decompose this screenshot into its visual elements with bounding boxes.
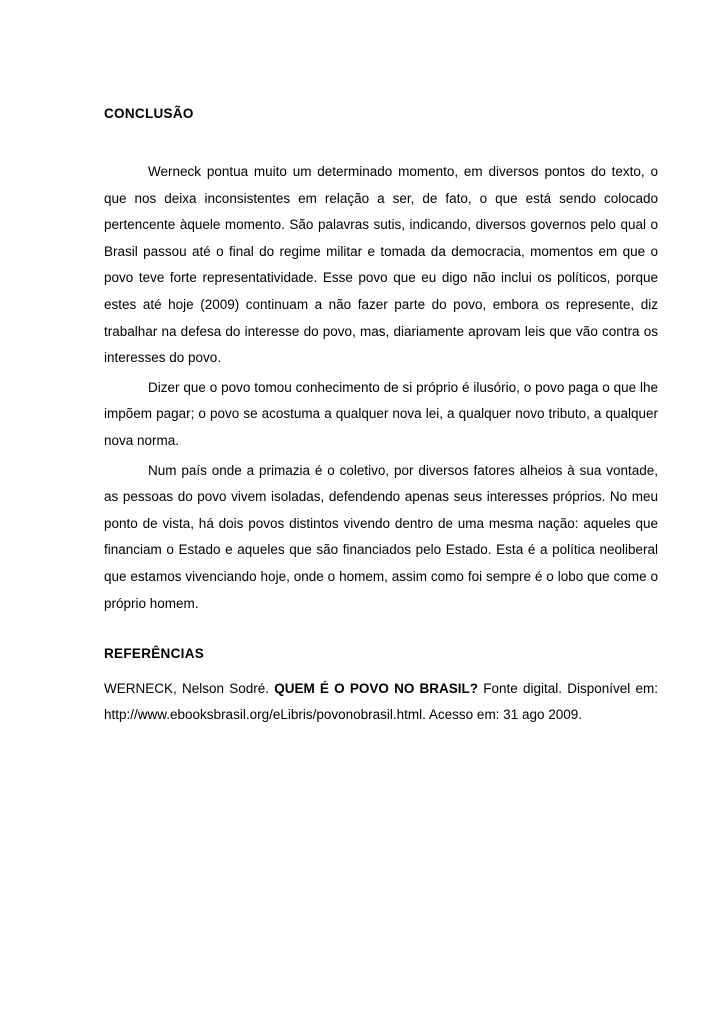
reference-entry [104,676,658,728]
referencias-heading: REFERÊNCIAS [104,646,205,661]
conclusao-paragraph-1: Werneck pontua muito um determinado momento, em diversos pontos do texto, o que nos deixa inconsistentes em relação a ser, de fato, o que está sendo colocado pertencente àquele momento. São palavras sutis, indicando, diversos governos pelo qual o Brasil passou até o final do regime militar e tomada da democracia, momentos em que o povo teve forte representatividade. Esse povo que eu digo não inclui os políticos, porque estes até hoje (2009) continuam a não fazer parte do povo, embora os represente, diz trabalhar na defesa do interesse do povo, mas, diariamente aprovam leis que vão contra os interesses do povo. [104,164,658,366]
reference-author: WERNECK, Nelson Sodré. [104,681,275,696]
conclusao-paragraph-2: Dizer que o povo tomou conhecimento de si próprio é ilusório, o povo paga o que lhe impõem pagar; o povo se acostuma a qualquer nova lei, a qualquer novo tributo, a qualquer nova norma. [104,379,658,448]
conclusao-heading: CONCLUSÃO [104,106,194,121]
reference-title: QUEM É O POVO NO BRASIL? [274,681,479,696]
reference-details: Fonte digital. Disponível em: http://www.ebooksbrasil.org/eLibris/povonobrasil.html. Acesso em: 31 ago 2009. [104,681,658,722]
conclusao-body [104,159,658,620]
conclusao-paragraph-3: Num país onde a primazia é o coletivo, por diversos fatores alheios à sua vontade, as pessoas do povo vivem isoladas, defendendo apenas seus interesses próprios. No meu ponto de vista, há dois povos distintos vivendo dentro de uma mesma nação: aqueles que financiam o Estado e aqueles que são financiados pelo Estado. Esta é a política neoliberal que estamos vivenciando hoje, onde o homem, assim como foi sempre é o lobo que come o próprio homem. [104,462,658,611]
